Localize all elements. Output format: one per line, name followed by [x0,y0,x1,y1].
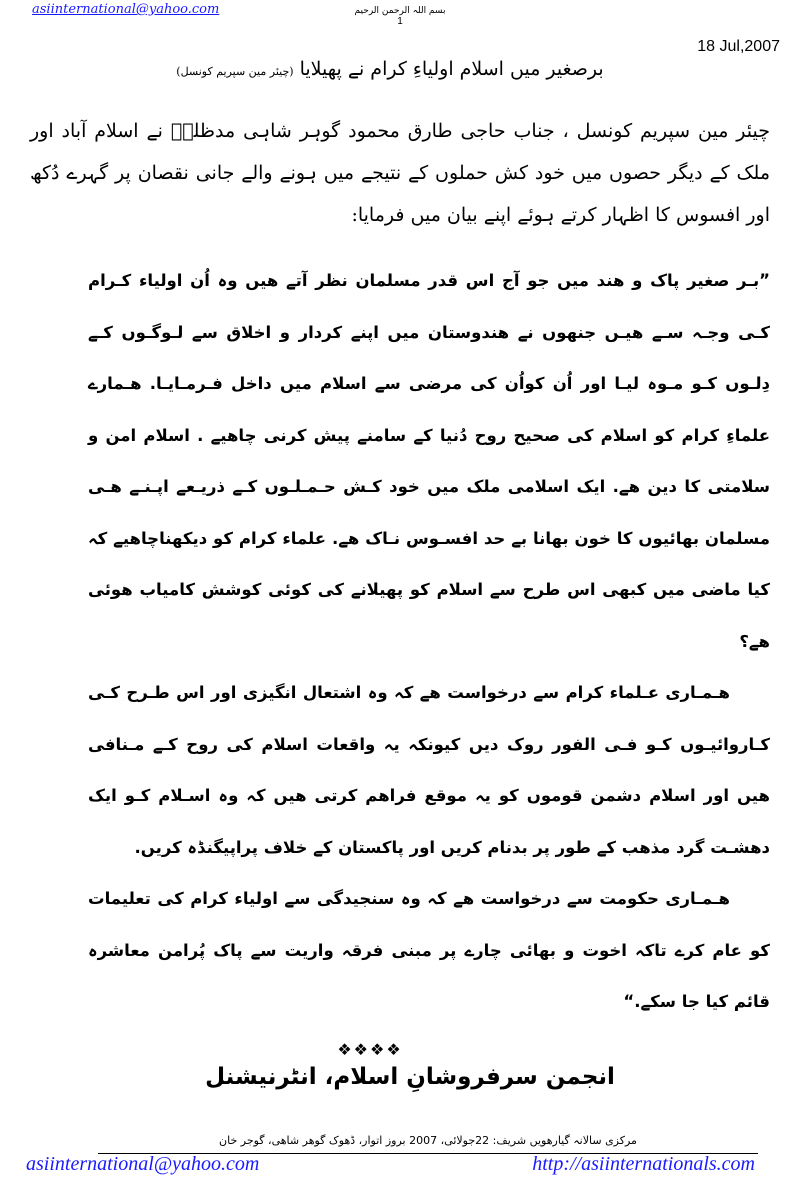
article-intro: چیئر مین سپریم کونسل ، جناب حاجی طارق محمود گوہر شاہی مدظلہٗ نے اسلام آباد اور ملک کے دیگر حصوں میں خود کش حملوں کے نتیجے میں ہونے والے جانی نقصان پر گہرے دُکھ اور افسوس کا اظہار کرتے ہوئے اپنے بیان میں فرمایا: [30,120,770,226]
organization-name: انجمن سرفروشانِ اسلام، انٹرنیشنل [205,1064,615,1090]
article-quote [88,255,770,1028]
quote-paragraph: ”بـر صغیر پاک و هند میں جو آج اس قدر مسلمان نظر آتے هیں وہ اُن اولیاء کـرام کـی وجـہ سـے هیـں جنهوں نے هندوستان میں اپنے کردار و اخلاق سے لـوگـوں کـے دِلـوں کـو مـوہ لیـا اور اُن کواُن کی مرضی سے اسلام میں داخل فـرمـایـا. هـمارے علماءِ کرام کو اسلام کی صحیح روح دُنیا کے سامنے پیش کرنی چاهیے . اسلام امن و سلامتی کا دین هے. ایک اسلامی ملک میں خود کـش حـمـلـوں کـے ذریـعے اپـنـے هـی مسلمان بهائیوں کا خون بهانا بے حد افسـوس نـاک هے. علماء کرام کو دیکھناچاهیے کہ کیا ماضی میں کبهی اس طرح سے اسلام کو پهیلانے کی کوئی کوشش کامیاب هوئی هے؟ [88,271,770,651]
footer-email-link[interactable]: asiinternational@yahoo.com [26,1153,260,1175]
article-title-text: برصغیر میں اسلام اولیاءِ کرام نے پھیلایا [299,58,604,80]
header-email-link[interactable]: asiinternational@yahoo.com [32,2,220,17]
page-number: 1 [397,16,403,27]
article-date: 18 Jul,2007 [697,38,780,55]
footer-website-link[interactable]: http://asiinternationals.com [532,1153,755,1175]
quote-paragraph: هـمـاری عـلماء کرام سے درخواست هے کہ وہ اشتعال انگیزی اور اس طـرح کـی کـاروائیـوں کـو فـی الفور روک دیں کیونکہ یہ واقعات اسلام کی روح کـے مـنافی هیں اور اسلام دشمن قوموں کو یہ موقع فراهم کرتی هیں کہ وہ اسـلام کـو ایک دهشـت گرد مذهب کے طور پر بدنام کریں اور پاکستان کے خلاف پراپیگنڈہ کریں. [88,683,770,857]
footer-event-text: مرکزی سالانہ گیارھویں شریف: 22جولائی، 2007 بروز اتوار، ڈھوک گوھر شاھی، گوجر خان [219,1134,637,1147]
article-title [150,58,630,80]
quote-paragraph: هـمـاری حکومت سے درخواست هے کہ وہ سنجیدگی سے اولیاء کرام کی تعلیمات کو عام کرے تاکہ اخوت و بهائی چارے پر مبنی فرقہ واریت سے پاک پُرامن معاشرہ قائم کیا جا سکے.“ [88,889,770,1011]
ornament-stars-icon: ❖❖❖❖ [337,1040,403,1059]
bismillah-heading: بسم اللہ الرحمن الرحیم [354,6,446,16]
article-title-sub: (چیئر مین سپریم کونسل) [176,65,294,78]
